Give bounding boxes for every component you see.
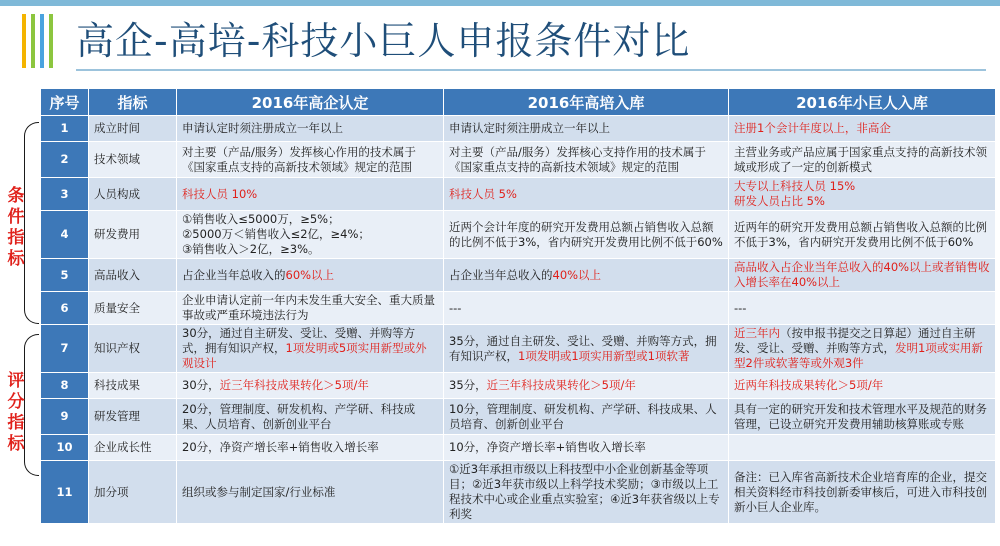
cell-gaopei bbox=[444, 325, 729, 373]
header-gaoqi: 2016年高企认定 bbox=[177, 89, 444, 116]
conditions-bracket bbox=[24, 122, 39, 324]
stripe bbox=[22, 14, 26, 68]
cell-gaoqi bbox=[177, 461, 444, 524]
stripe bbox=[31, 14, 35, 68]
cell-xiaojuren bbox=[729, 259, 996, 292]
conditions-group-label: 条件指标 bbox=[7, 186, 25, 269]
row-indicator: 成立时间 bbox=[89, 116, 177, 142]
highlight-text: 研发人员占比 5% bbox=[734, 194, 825, 208]
row-indicator: 知识产权 bbox=[89, 325, 177, 373]
header-gaopei: 2016年高培入库 bbox=[444, 89, 729, 116]
row-number: 11 bbox=[41, 461, 89, 524]
row-indicator: 加分项 bbox=[89, 461, 177, 524]
scoring-bracket bbox=[24, 334, 39, 476]
cell-text: 10分，管理制度、研发机构、产学研、科技成果、人员培育、创新创业平台 bbox=[449, 401, 717, 431]
cell-gaopei bbox=[444, 116, 729, 142]
cell-gaoqi bbox=[177, 399, 444, 435]
cell-text: --- bbox=[734, 300, 747, 315]
table-header-row bbox=[41, 89, 996, 116]
decorative-stripes bbox=[22, 14, 53, 68]
table-row bbox=[41, 325, 996, 373]
cell-text: 组织或参与制定国家/行业标准 bbox=[182, 484, 336, 499]
cell-text: 近两年的研究开发费用总额占销售收入总额的比例不低于3%，省内研究开发费用比例不低于60% bbox=[734, 219, 987, 249]
table-row bbox=[41, 178, 996, 211]
cell-gaoqi bbox=[177, 373, 444, 399]
cell-text: 35分，通过自主研发、受让、受赠、并购等方式，拥有知识产权， bbox=[449, 333, 717, 363]
cell-xiaojuren bbox=[729, 142, 996, 178]
highlight-text: 近三年科技成果转化＞5项/年 bbox=[219, 378, 369, 392]
highlight-text: 大专以上科技人员 15% bbox=[734, 179, 856, 193]
cell-text: ①销售收入≤5000万，≥5%； bbox=[182, 212, 340, 226]
title-underline bbox=[76, 69, 986, 71]
cell-xiaojuren bbox=[729, 116, 996, 142]
table-row bbox=[41, 373, 996, 399]
row-number: 10 bbox=[41, 435, 89, 461]
cell-text: 35分， bbox=[449, 378, 487, 392]
row-number: 2 bbox=[41, 142, 89, 178]
table-row bbox=[41, 399, 996, 435]
cell-text: 主营业务或产品应属于国家重点支持的高新技术领域或形成了一定的创新模式 bbox=[734, 144, 987, 174]
highlight-text: 科技人员 10% bbox=[182, 186, 258, 201]
cell-xiaojuren bbox=[729, 178, 996, 211]
header-indicator: 指标 bbox=[89, 89, 177, 116]
row-number: 9 bbox=[41, 399, 89, 435]
row-indicator: 科技成果 bbox=[89, 373, 177, 399]
row-number: 8 bbox=[41, 373, 89, 399]
top-accent-bar bbox=[0, 0, 1000, 6]
cell-xiaojuren bbox=[729, 399, 996, 435]
cell-text: ①近3年承担市级以上科技型中小企业创新基金等项目；②近3年获市级以上科学技术奖励；③市级以上工程技术中心或企业重点实验室；④近3年获省级以上专利奖 bbox=[449, 462, 720, 521]
cell-text: 占企业当年总收入的 bbox=[182, 267, 286, 282]
row-number: 5 bbox=[41, 259, 89, 292]
cell-text: ③销售收入＞2亿，≥3%。 bbox=[182, 242, 320, 256]
cell-xiaojuren bbox=[729, 211, 996, 259]
table-row bbox=[41, 142, 996, 178]
cell-text: （按申报书提交之日算起）通过自主研发、受让、受赠、并购等方式， bbox=[734, 326, 976, 355]
cell-text: 申请认定时须注册成立一年以上 bbox=[449, 121, 610, 135]
highlight-text: 科技人员 5% bbox=[449, 186, 517, 201]
highlight-text: 发明1项或实用新型2件或软著等或外观3件 bbox=[734, 341, 983, 370]
cell-gaopei bbox=[444, 142, 729, 178]
row-number: 6 bbox=[41, 292, 89, 325]
cell-text: ②5000万＜销售收入≤2亿，≥4%； bbox=[182, 227, 370, 241]
row-indicator: 质量安全 bbox=[89, 292, 177, 325]
cell-xiaojuren bbox=[729, 435, 996, 461]
cell-gaopei bbox=[444, 292, 729, 325]
stripe bbox=[40, 14, 44, 68]
cell-text: 20分，管理制度、研发机构、产学研、科技成果、人员培育、创新创业平台 bbox=[182, 401, 416, 431]
cell-gaoqi bbox=[177, 211, 444, 259]
comparison-table bbox=[40, 88, 996, 524]
cell-gaopei bbox=[444, 435, 729, 461]
cell-gaoqi bbox=[177, 292, 444, 325]
cell-xiaojuren bbox=[729, 292, 996, 325]
cell-text: 30分，通过自主研发、受让、受赠、并购等方式，拥有知识产权， bbox=[182, 326, 416, 355]
cell-gaoqi bbox=[177, 116, 444, 142]
header-no: 序号 bbox=[41, 89, 89, 116]
row-number: 3 bbox=[41, 178, 89, 211]
table-row bbox=[41, 259, 996, 292]
cell-gaopei bbox=[444, 259, 729, 292]
cell-gaoqi bbox=[177, 259, 444, 292]
row-indicator: 人员构成 bbox=[89, 178, 177, 211]
row-indicator: 研发管理 bbox=[89, 399, 177, 435]
cell-gaoqi bbox=[177, 325, 444, 373]
cell-gaopei bbox=[444, 399, 729, 435]
cell-text: 具有一定的研究开发和技术管理水平及规范的财务管理，已设立研究开发费用辅助核算账或专账 bbox=[734, 401, 987, 431]
table-row bbox=[41, 211, 996, 259]
row-number: 7 bbox=[41, 325, 89, 373]
highlight-text: 40%以上 bbox=[552, 267, 602, 282]
cell-gaopei bbox=[444, 373, 729, 399]
cell-gaopei bbox=[444, 211, 729, 259]
row-number: 4 bbox=[41, 211, 89, 259]
cell-text: 企业申请认定前一年内未发生重大安全、重大质量事故或严重环境违法行为 bbox=[182, 293, 435, 322]
header-xiaojuren: 2016年小巨人入库 bbox=[729, 89, 996, 116]
highlight-text: 60%以上 bbox=[285, 267, 335, 282]
cell-gaopei bbox=[444, 178, 729, 211]
table-row bbox=[41, 116, 996, 142]
row-indicator: 企业成长性 bbox=[89, 435, 177, 461]
cell-gaoqi bbox=[177, 178, 444, 211]
row-number: 1 bbox=[41, 116, 89, 142]
cell-text: 10分，净资产增长率+销售收入增长率 bbox=[449, 440, 646, 454]
stripe bbox=[49, 14, 53, 68]
row-indicator: 技术领域 bbox=[89, 142, 177, 178]
highlight-text: 注册1个会计年度以上，非高企 bbox=[734, 121, 891, 135]
page-title: 高企-高培-科技小巨人申报条件对比 bbox=[76, 19, 691, 63]
highlight-text: 近三年科技成果转化＞5项/年 bbox=[486, 378, 636, 392]
cell-text: 申请认定时须注册成立一年以上 bbox=[182, 121, 343, 135]
cell-text: 对主要（产品/服务）发挥核心支持作用的技术属于《国家重点支持的高新技术领域》规定的范围 bbox=[449, 144, 706, 174]
row-indicator: 研发费用 bbox=[89, 211, 177, 259]
cell-text: 占企业当年总收入的 bbox=[449, 267, 553, 282]
highlight-text: 1项发明或5项实用新型或外观设计 bbox=[182, 341, 427, 370]
scoring-group-label: 评分指标 bbox=[7, 371, 25, 454]
cell-xiaojuren bbox=[729, 461, 996, 524]
cell-xiaojuren bbox=[729, 325, 996, 373]
cell-text: 近两个会计年度的研究开发费用总额占销售收入总额的比例不低于3%，省内研究开发费用比例不低于60% bbox=[449, 219, 723, 249]
table-row bbox=[41, 292, 996, 325]
highlight-text: 1项发明或1项实用新型或1项软著 bbox=[518, 348, 690, 363]
cell-text: 对主要（产品/服务）发挥核心作用的技术属于《国家重点支持的高新技术领域》规定的范围 bbox=[182, 144, 416, 174]
cell-text: --- bbox=[449, 300, 462, 315]
highlight-text: 近两年科技成果转化＞5项/年 bbox=[734, 378, 884, 392]
table-row bbox=[41, 435, 996, 461]
highlight-text: 近三年内 bbox=[734, 326, 780, 340]
table-row bbox=[41, 461, 996, 524]
highlight-text: 高品收入占企业当年总收入的40%以上或者销售收入增长率在40%以上 bbox=[734, 260, 990, 289]
cell-gaopei bbox=[444, 461, 729, 524]
row-indicator: 高品收入 bbox=[89, 259, 177, 292]
cell-xiaojuren bbox=[729, 373, 996, 399]
cell-text: 20分，净资产增长率+销售收入增长率 bbox=[182, 440, 379, 454]
cell-text: 30分， bbox=[182, 378, 220, 392]
cell-text: 备注：已入库省高新技术企业培育库的企业，提交相关资料经市科技创新委审核后，可进入市科技创新小巨人企业库。 bbox=[734, 469, 987, 514]
cell-gaoqi bbox=[177, 142, 444, 178]
cell-gaoqi bbox=[177, 435, 444, 461]
